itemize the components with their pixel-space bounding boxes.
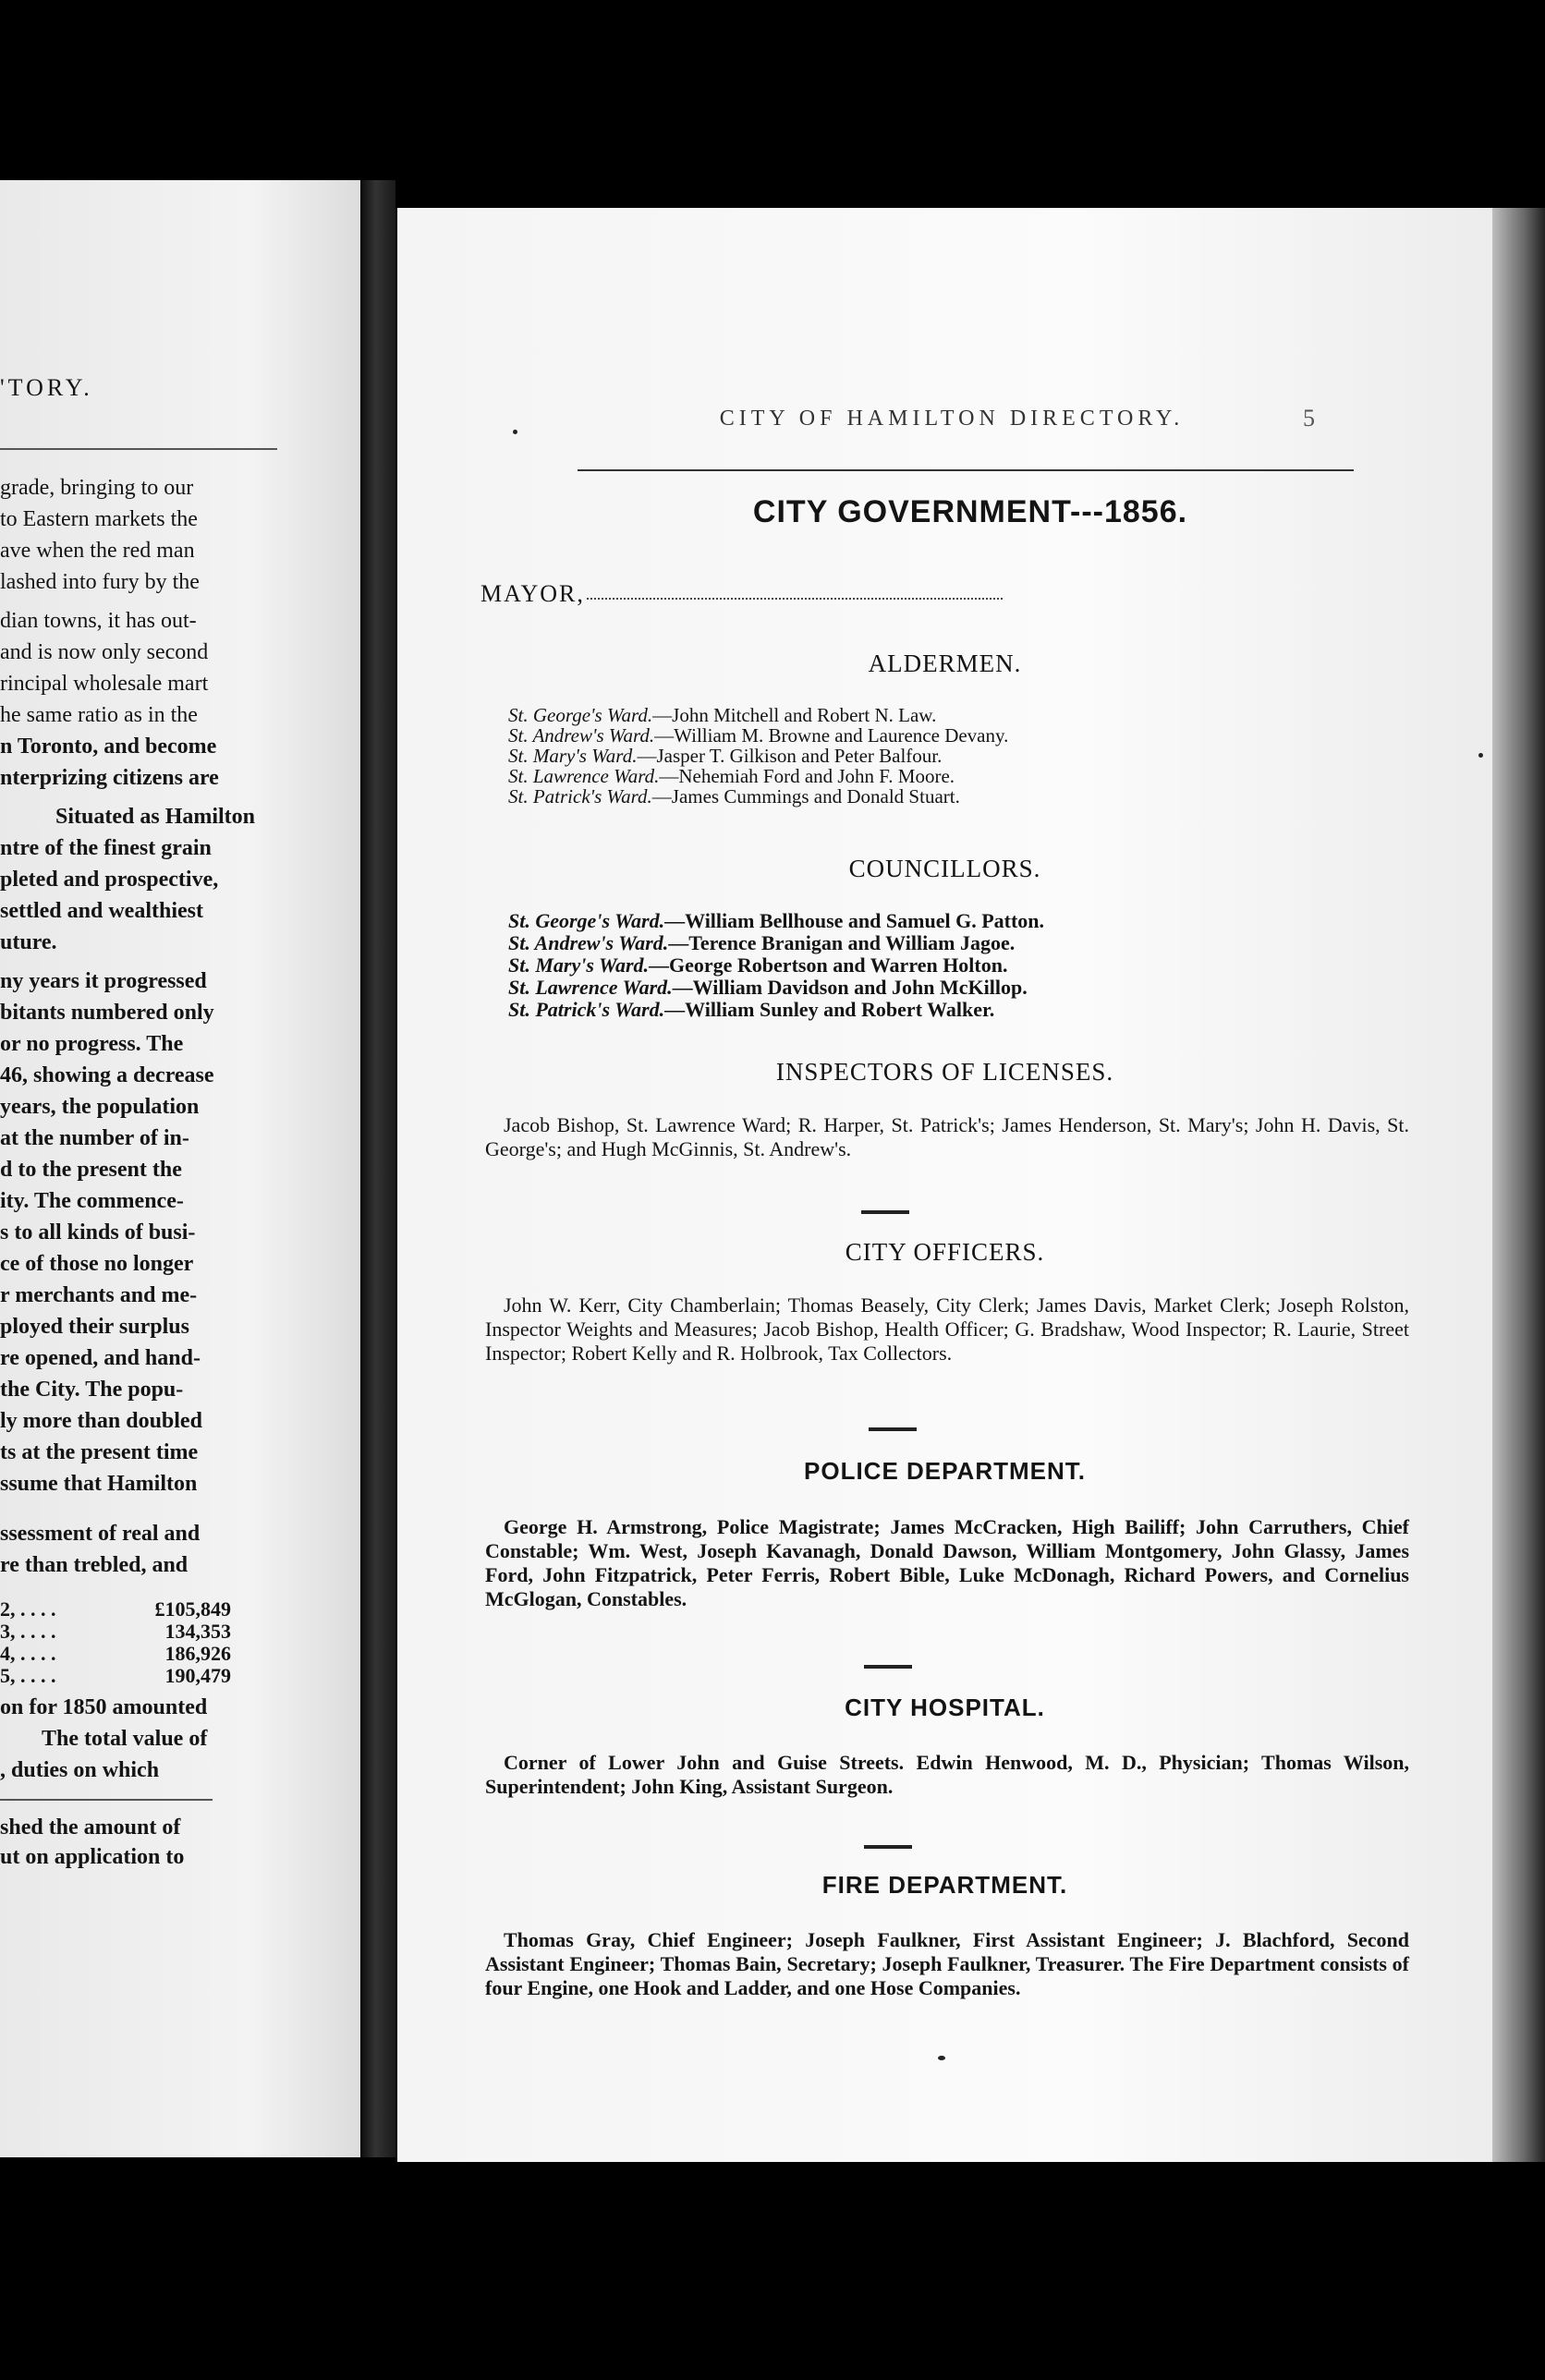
- figure-row: [0, 1620, 231, 1644]
- left-text-line: bitants numbered only: [0, 1001, 214, 1025]
- left-text-line: and is now only second: [0, 640, 209, 664]
- left-text-line: ity. The commence-: [0, 1189, 184, 1213]
- ward-members: —Nehemiah Ford and John F. Moore.: [659, 765, 955, 787]
- ward-members: —John Mitchell and Robert N. Law.: [652, 704, 937, 726]
- ward-name: St. George's Ward.: [508, 909, 665, 932]
- ward-members: —William Davidson and John McKillop.: [672, 976, 1028, 999]
- left-text-line: ave when the red man: [0, 539, 195, 563]
- left-text-line: s to all kinds of busi-: [0, 1220, 196, 1245]
- left-text-line: Situated as Hamilton: [55, 805, 256, 829]
- ward-line: [508, 725, 1008, 746]
- ward-members: —George Robertson and Warren Holton.: [649, 953, 1008, 977]
- left-text-line: dian towns, it has out-: [0, 609, 197, 633]
- figure-label: 4, . . . .: [0, 1642, 56, 1665]
- left-text-line: or no progress. The: [0, 1032, 184, 1056]
- ward-members: —William Bellhouse and Samuel G. Patton.: [664, 909, 1045, 932]
- ward-members: —James Cummings and Donald Stuart.: [651, 785, 960, 808]
- left-running-head: 'TORY.: [0, 374, 93, 401]
- left-text-line: , duties on which: [0, 1758, 160, 1782]
- left-text-line: ssume that Hamilton: [0, 1472, 198, 1496]
- councillors-heading: COUNCILLORS.: [848, 855, 1041, 882]
- hospital-text: Corner of Lower John and Guise Streets. Edwin Henwood, M. D., Physician; Thomas Wilson, Superintendent; John King, Assistant Surgeon.: [485, 1751, 1409, 1798]
- ward-name: St. Patrick's Ward.: [508, 998, 665, 1021]
- left-text-line: years, the population: [0, 1095, 200, 1119]
- left-text-line: ut on application to: [0, 1845, 185, 1869]
- inspectors-text: Jacob Bishop, St. Lawrence Ward; R. Harper, St. Patrick's; James Henderson, St. Mary's; John H. Davis, St. George's; and Hugh McGinnis, St. Andrew's.: [485, 1113, 1409, 1160]
- ward-name: St. Andrew's Ward.: [508, 724, 655, 747]
- ward-members: —Terence Branigan and William Jagoe.: [668, 931, 1016, 954]
- ward-name: St. Andrew's Ward.: [508, 931, 669, 954]
- ward-name: St. George's Ward.: [508, 704, 653, 726]
- left-text-line: on for 1850 amounted: [0, 1695, 208, 1719]
- left-text-line: 46, showing a decrease: [0, 1063, 214, 1087]
- left-text-line: r merchants and me-: [0, 1283, 198, 1307]
- ward-members: —William Sunley and Robert Walker.: [664, 998, 995, 1021]
- left-text-line: the City. The popu-: [0, 1378, 184, 1402]
- left-text-line: ts at the present time: [0, 1440, 199, 1464]
- ward-line: [508, 746, 1008, 766]
- left-text-line: grade, bringing to our: [0, 476, 194, 500]
- fire-heading: FIRE DEPARTMENT.: [821, 1871, 1068, 1899]
- scan-speck: [938, 2056, 945, 2060]
- figure-row: [0, 1642, 231, 1666]
- left-rule: [0, 1799, 213, 1801]
- aldermen-list: [508, 705, 1008, 807]
- page-edge-shadow: [1492, 208, 1545, 2162]
- left-text-line: ny years it progressed: [0, 969, 207, 993]
- page-title: CITY GOVERNMENT---1856.: [752, 494, 1188, 529]
- left-text-line: The total value of: [42, 1727, 208, 1751]
- left-rule: [0, 448, 277, 450]
- police-text: George H. Armstrong, Police Magistrate; James McCracken, High Bailiff; John Carruthers, Chief Constable; Wm. West, Joseph Kavanagh, Donald Dawson, William Montgomery, John Glassy, James Ford, John Fitzpatrick, Peter Ferris, Robert Bible, Luke McDonagh, Richard Powers, and Cornelius McGlogan, Constables.: [485, 1515, 1409, 1610]
- header-rule: [578, 469, 1354, 471]
- ward-name: St. Lawrence Ward.: [508, 976, 673, 999]
- book-gutter: [362, 180, 395, 2157]
- left-text-line: settled and wealthiest: [0, 899, 203, 923]
- police-heading: POLICE DEPARTMENT.: [804, 1457, 1086, 1485]
- figure-label: 3, . . . .: [0, 1620, 56, 1643]
- ward-members: —Jasper T. Gilkison and Peter Balfour.: [637, 745, 943, 767]
- ward-members: —William M. Browne and Laurence Devany.: [654, 724, 1009, 747]
- ward-line: [508, 705, 1008, 725]
- left-text-line: pleted and prospective,: [0, 868, 219, 892]
- left-text-line: n Toronto, and become: [0, 735, 217, 759]
- officers-text: John W. Kerr, City Chamberlain; Thomas Beasely, City Clerk; James Davis, Market Clerk; Joseph Rolston, Inspector Weights and Measures; Jacob Bishop, Health Officer; G. Bradshaw, Wood Inspector; R. Laurie, Street Inspector; Robert Kelly and R. Holbrook, Tax Collectors.: [485, 1293, 1409, 1365]
- ward-name: St. Lawrence Ward.: [508, 765, 660, 787]
- left-text-line: to Eastern markets the: [0, 507, 198, 531]
- councillors-list: [508, 910, 1044, 1021]
- fire-text: Thomas Gray, Chief Engineer; Joseph Faulkner, First Assistant Engineer; J. Blachford, Second Assistant Engineer; Thomas Bain, Secretary; Joseph Faulkner, Treasurer. The Fire Department consists of four Engine, one Hook and Ladder, and one Hose Companies.: [485, 1928, 1409, 1999]
- separator: [861, 1210, 909, 1214]
- left-text-line: d to the present the: [0, 1158, 182, 1182]
- left-text-line: he same ratio as in the: [0, 703, 198, 727]
- figure-label: 2, . . . .: [0, 1597, 56, 1621]
- left-text-line: nterprizing citizens are: [0, 766, 219, 790]
- left-text-line: ployed their surplus: [0, 1315, 189, 1339]
- figure-amount: 190,479: [164, 1664, 231, 1687]
- running-head: CITY OF HAMILTON DIRECTORY.: [719, 407, 1185, 431]
- ward-line: [508, 910, 1044, 932]
- figure-label: 5, . . . .: [0, 1664, 56, 1687]
- figure-amount: £105,849: [154, 1597, 231, 1621]
- separator: [864, 1845, 912, 1849]
- ward-name: St. Patrick's Ward.: [508, 785, 652, 808]
- left-page: [0, 180, 360, 2157]
- scan-speck: [513, 430, 517, 434]
- mayor-line: [481, 580, 1003, 608]
- left-text-line: uture.: [0, 930, 57, 954]
- mayor-blank: [587, 598, 1003, 600]
- ward-line: [508, 932, 1044, 954]
- mayor-label: MAYOR,: [481, 580, 585, 607]
- left-text-line: ssessment of real and: [0, 1522, 201, 1546]
- scan-speck: [1478, 753, 1483, 758]
- officers-heading: CITY OFFICERS.: [845, 1238, 1045, 1266]
- ward-line: [508, 954, 1044, 977]
- ward-name: St. Mary's Ward.: [508, 745, 638, 767]
- figure-row: [0, 1664, 231, 1688]
- left-text-line: lashed into fury by the: [0, 570, 200, 594]
- ward-line: [508, 786, 1008, 807]
- left-text-line: shed the amount of: [0, 1815, 181, 1840]
- figure-amount: 134,353: [164, 1620, 231, 1643]
- figure-amount: 186,926: [164, 1642, 231, 1665]
- figure-row: [0, 1597, 231, 1621]
- ward-line: [508, 999, 1044, 1021]
- separator: [869, 1427, 917, 1431]
- left-text-line: ly more than doubled: [0, 1409, 202, 1433]
- ward-line: [508, 766, 1008, 786]
- hospital-heading: CITY HOSPITAL.: [845, 1694, 1045, 1721]
- left-text-line: ce of those no longer: [0, 1252, 194, 1276]
- left-text-line: at the number of in-: [0, 1126, 189, 1150]
- left-text-line: ntre of the finest grain: [0, 836, 212, 860]
- left-text-line: re than trebled, and: [0, 1553, 189, 1577]
- right-page: [397, 208, 1529, 2162]
- ward-name: St. Mary's Ward.: [508, 953, 650, 977]
- aldermen-heading: ALDERMEN.: [868, 650, 1022, 677]
- inspectors-heading: INSPECTORS OF LICENSES.: [775, 1058, 1114, 1086]
- separator: [864, 1665, 912, 1669]
- left-text-line: rincipal wholesale mart: [0, 672, 209, 696]
- page-number: 5: [1303, 405, 1315, 431]
- left-text-line: re opened, and hand-: [0, 1346, 201, 1370]
- ward-line: [508, 977, 1044, 999]
